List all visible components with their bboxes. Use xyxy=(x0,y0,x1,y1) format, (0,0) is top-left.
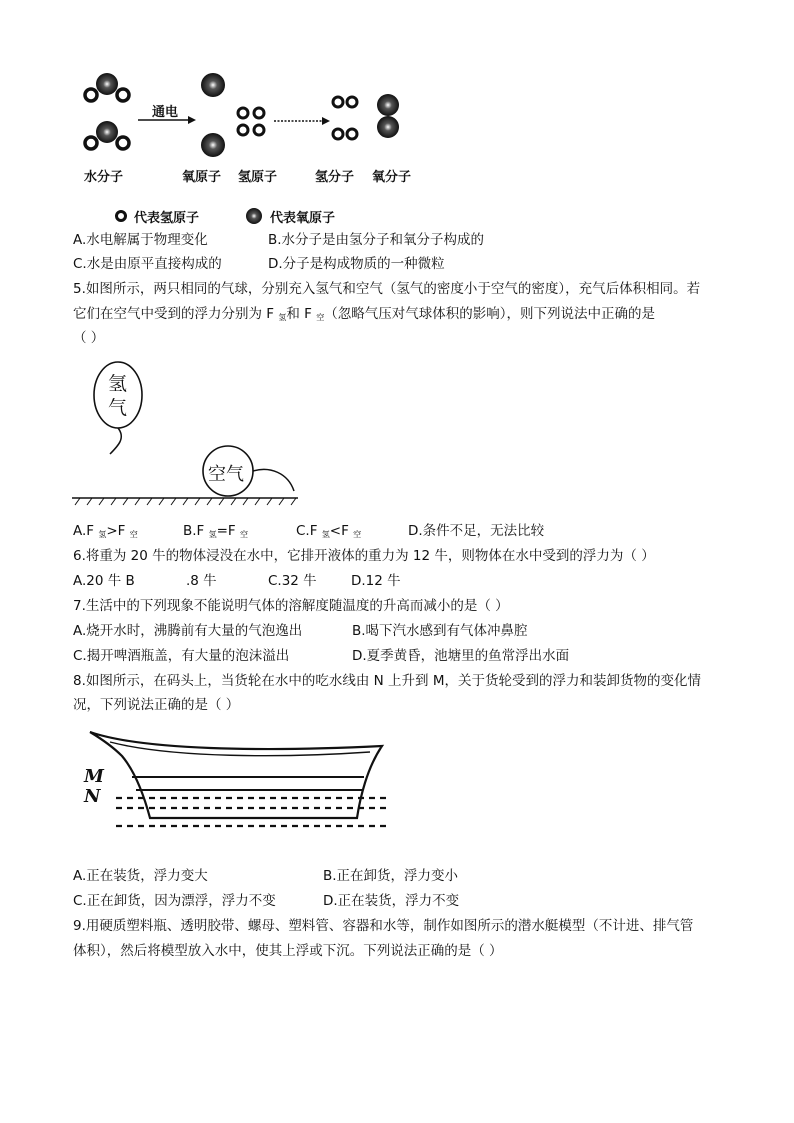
balloon-label-air: 空气 xyxy=(208,464,244,485)
balloons-diagram xyxy=(70,358,300,508)
balloon-label-h1: 氢 xyxy=(108,373,128,395)
water-surface xyxy=(116,798,386,826)
q6-option-a: A.20 牛 B xyxy=(73,573,135,589)
legend-oxygen: 代表氧原子 xyxy=(270,211,336,226)
water-molecule-label: 水分子 xyxy=(84,170,124,185)
q9-stem-line2: 体积），然后将模型放入水中，使其上浮或下沉。下列说法正确的是（ ） xyxy=(73,943,503,959)
hydrogen-legend-icon xyxy=(114,209,128,223)
q7-option-d: D.夏季黄昏，池塘里的鱼常浮出水面 xyxy=(352,648,570,664)
oxygen-molecule xyxy=(377,94,399,138)
q8-option-b: B.正在卸货，浮力变小 xyxy=(323,868,459,884)
q4-option-a: A.水电解属于物理变化 xyxy=(73,232,208,248)
oxygen-legend-icon xyxy=(244,206,264,226)
hydrogen-atom-label: 氢原子 xyxy=(238,170,278,185)
q8-stem-line2: 况，下列说法正确的是（ ） xyxy=(73,697,240,713)
water-molecule-bottom xyxy=(85,121,129,149)
label-m: M xyxy=(84,766,104,787)
hydrogen-atoms xyxy=(238,108,264,135)
oxygen-atom-label: 氧原子 xyxy=(182,170,222,185)
q7-option-a: A.烧开水时，沸腾前有大量的气泡逸出 xyxy=(73,623,303,639)
q7-option-c: C.揭开啤酒瓶盖，有大量的泡沫溢出 xyxy=(73,648,290,664)
q5-option-d: D.条件不足，无法比较 xyxy=(408,523,545,539)
q5-option-c: C.F $_氢$<F $_空$ xyxy=(296,523,362,539)
arrow-label: 通电 xyxy=(152,105,179,120)
oxygen-atom xyxy=(201,133,225,157)
q8-option-a: A.正在装货，浮力变大 xyxy=(73,868,208,884)
cargo-ship-diagram xyxy=(82,728,392,838)
q9-stem-line1: 9.用硬质塑料瓶、透明胶带、螺母、塑料管、容器和水等，制作如图所示的潜水艇模型（不计进、排气管 xyxy=(73,918,694,934)
q5-stem-line1: 5.如图所示，两只相同的气球，分别充入氢气和空气（氢气的密度小于空气的密度），充气后体积相同。若 xyxy=(73,281,701,297)
q5-option-a: A.F $_氢$>F $_空$ xyxy=(73,523,138,539)
q5-answer-bracket: （ ） xyxy=(73,330,105,346)
balloon-string xyxy=(253,469,294,491)
ship-hull xyxy=(90,732,382,818)
label-n: N xyxy=(84,786,101,807)
ground-hatching xyxy=(75,498,296,505)
q7-option-b: B.喝下汽水感到有气体冲鼻腔 xyxy=(352,623,528,639)
q8-stem-line1: 8.如图所示，在码头上，当货轮在水中的吃水线由 N 上升到 M，关于货轮受到的浮力和装卸货物的变化情 xyxy=(73,673,701,689)
oxygen-molecule-label: 氧分子 xyxy=(372,170,412,185)
balloon-string xyxy=(110,428,121,454)
q8-option-d: D.正在装货，浮力不变 xyxy=(323,893,460,909)
water-electrolysis-diagram xyxy=(70,62,430,172)
q8-option-c: C.正在卸货，因为漂浮，浮力不变 xyxy=(73,893,276,909)
q4-option-d: D.分子是构成物质的一种微粒 xyxy=(268,256,445,272)
q7-stem: 7.生活中的下列现象不能说明气体的溶解度随温度的升高而减小的是（ ） xyxy=(73,598,509,614)
water-molecule-top xyxy=(85,73,129,101)
oxygen-atom xyxy=(201,73,225,97)
q6-option-b: .8 牛 xyxy=(186,573,217,589)
q6-option-c: C.32 牛 xyxy=(268,573,317,589)
hydrogen-molecules xyxy=(333,97,357,139)
q5-option-b: B.F $_氢$=F $_空$ xyxy=(183,523,248,539)
legend-hydrogen: 代表氢原子 xyxy=(134,211,200,226)
q6-option-d: D.12 牛 xyxy=(351,573,401,589)
hydrogen-molecule-label: 氢分子 xyxy=(315,170,355,185)
q6-stem: 6.将重为 20 牛的物体浸没在水中，它排开液体的重力为 12 牛，则物体在水中受到的浮力为（ ） xyxy=(73,548,655,564)
q4-option-c: C.水是由原平直接构成的 xyxy=(73,256,222,272)
q4-option-b: B.水分子是由氢分子和氧分子构成的 xyxy=(268,232,485,248)
q5-stem-line2: 它们在空气中受到的浮力分别为 F $_氢$和 F $_空$（忽略气压对气球体积的影响），则下列说法中正确的是 xyxy=(73,306,655,322)
balloon-label-h2: 气 xyxy=(108,397,128,419)
